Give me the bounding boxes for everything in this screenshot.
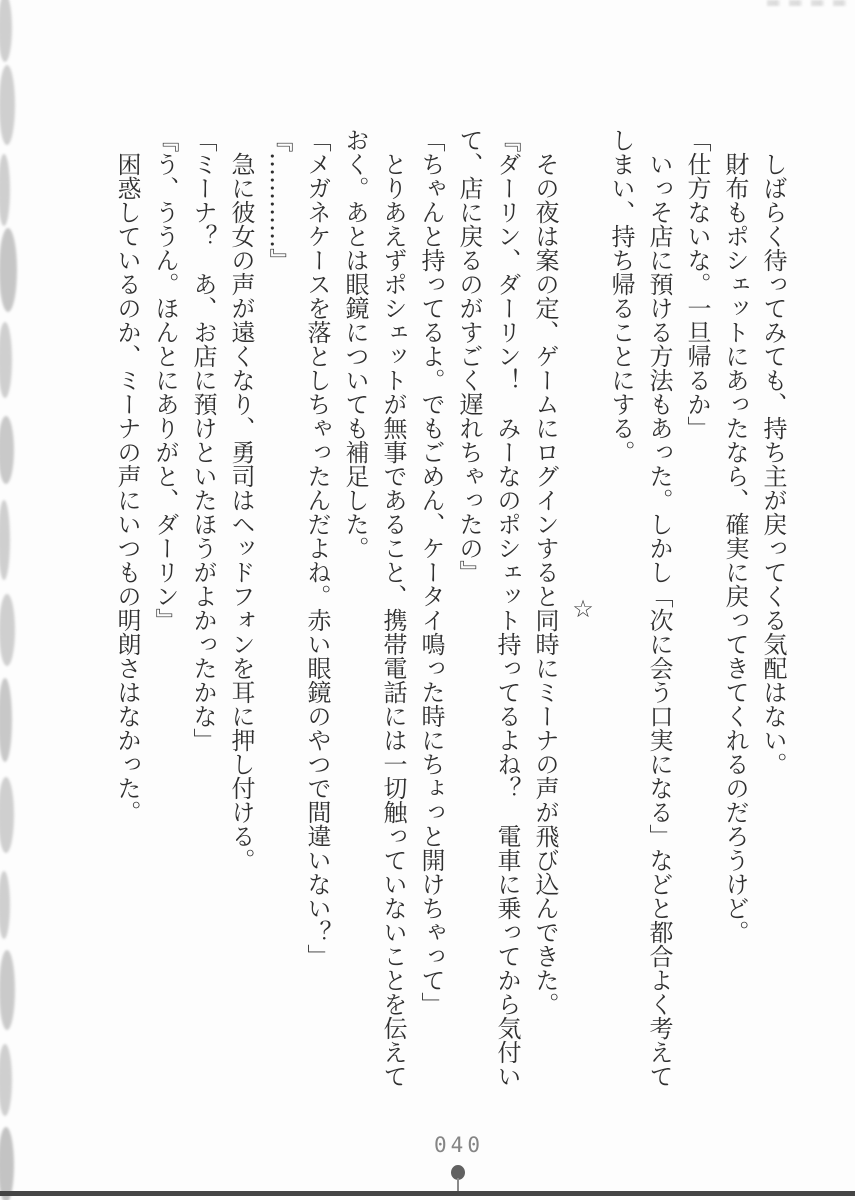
narration-paragraph: 困惑しているのか、ミーナの声にいつもの明朗さはなかった。 <box>113 152 141 824</box>
page-number: 040 <box>434 1133 484 1157</box>
narration-paragraph: その夜は案の定、ゲームにログインすると同時にミーナの声が飛び込んできた。 <box>531 152 559 1016</box>
dialogue-paragraph: 「ちゃんと持ってるよ。でもごめん、ケータイ鳴った時にちょっと開けちゃって」 <box>417 128 445 1016</box>
page-edge-texture <box>0 0 22 1200</box>
page-bottom-rule <box>0 1191 855 1196</box>
dialogue-paragraph: 『…………』 <box>265 128 293 272</box>
dialogue-paragraph: 「ミーナ？ あ、お店に預けといたほうがよかったかな」 <box>189 128 217 752</box>
narration-paragraph: 財布もポシェットにあったなら、確実に戻ってきてくれるのだろうけど。 <box>721 152 749 944</box>
narration-paragraph: とりあえずポシェットが無事であること、携帯電話には一切触っていないことを伝えておく。あとは眼鏡についても補足した。 <box>341 128 407 1088</box>
novel-text-block <box>100 128 792 1090</box>
narration-paragraph: しばらく待ってみても、持ち主が戻ってくる気配はない。 <box>759 152 787 776</box>
scene-divider-star: ☆ <box>569 595 597 623</box>
scan-artifact-top-right <box>767 0 853 6</box>
dialogue-paragraph: 『う、ううん。ほんとにありがと、ダーリン』 <box>151 128 179 632</box>
narration-paragraph: いっそ店に預ける方法もあった。しかし「次に会う口実になる」などと都合よく考えてしまい、持ち帰ることにする。 <box>607 128 673 1088</box>
dialogue-paragraph: 「メガネケースを落としちゃったんだよね。赤い眼鏡のやつで間違いない？」 <box>303 128 331 968</box>
narration-paragraph: 急に彼女の声が遠くなり、勇司はヘッドフォンを耳に押し付ける。 <box>227 152 255 872</box>
dialogue-paragraph: 『ダーリン、ダーリン！ みーなのポシェット持ってるよね？ 電車に乗ってから気付いて、店に戻るのがすごく遅れちゃったの』 <box>455 128 521 1088</box>
dialogue-paragraph: 「仕方ないな。一旦帰るか」 <box>683 128 711 440</box>
